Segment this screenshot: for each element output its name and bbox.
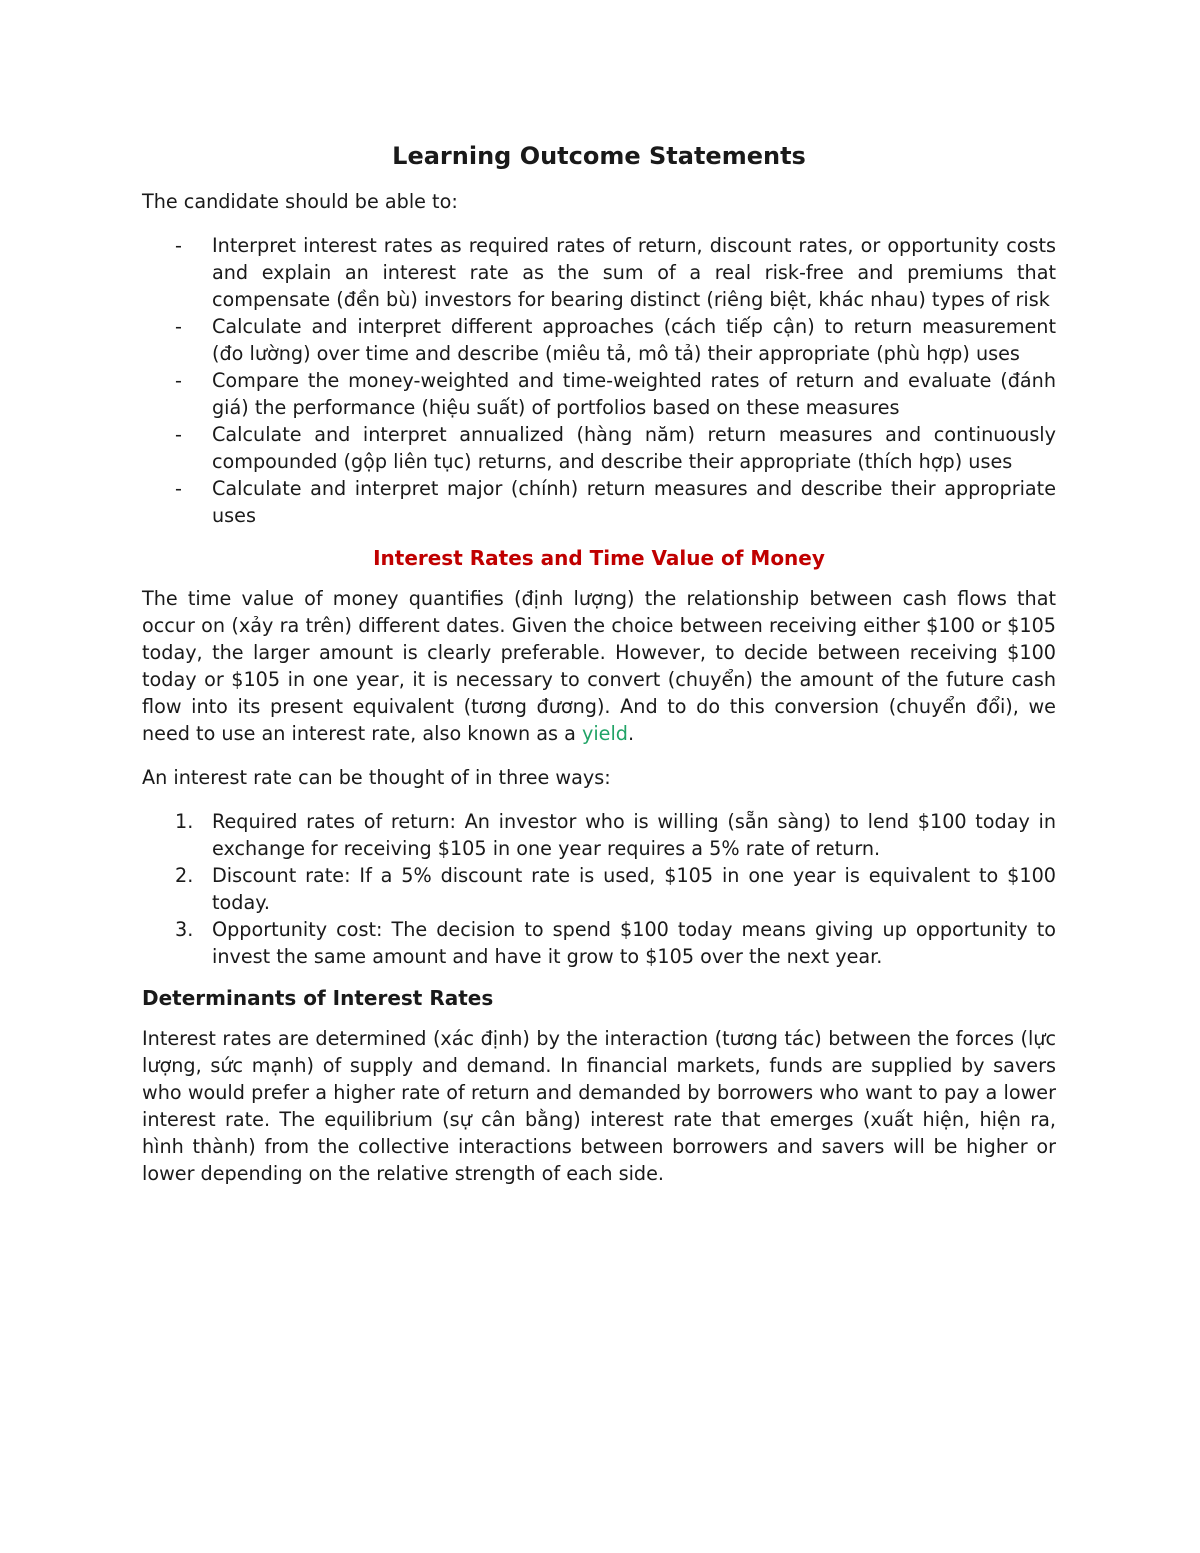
list-item-text: Calculate and interpret annualized (hàng năm) return measures and continuously compounded (gộp liên tục) returns, and describe their appropriate (thích hợp) uses	[212, 423, 1056, 473]
list-item-text: Calculate and interpret different approaches (cách tiếp cận) to return measurement (đo lường) over time and describe (miêu tả, mô tả) their appropriate (phù hợp) uses	[212, 315, 1056, 365]
list-item-text: Discount rate: If a 5% discount rate is used, $105 in one year is equivalent to $100 today.	[212, 864, 1056, 914]
determinants-paragraph: Interest rates are determined (xác định) by the interaction (tương tác) between the forces (lực lượng, sức mạnh) of supply and demand. In financial markets, funds are supplied by savers who would prefer a higher rate of return and demanded by borrowers who want to pay a lower interest rate. The equilibrium (sự cân bằng) interest rate that emerges (xuất hiện, hiện ra, hình thành) from the collective interactions between borrowers and savers will be higher or lower depending on the relative strength of each side.	[142, 1027, 1056, 1185]
ways-list	[142, 808, 1056, 970]
bullet-marker: -	[175, 234, 182, 257]
list-item	[142, 916, 1056, 970]
sub-heading: Determinants of Interest Rates	[142, 986, 494, 1010]
list-item-text: Required rates of return: An investor who is willing (sẵn sàng) to lend $100 today in exchange for receiving $105 in one year requires a 5% rate of return.	[212, 810, 1056, 860]
list-item	[142, 808, 1056, 862]
document-content	[142, 138, 1056, 1204]
tvm-paragraph-end: .	[628, 722, 635, 745]
bullet-marker: -	[175, 423, 182, 446]
list-number: 2.	[175, 864, 194, 887]
list-number: 1.	[175, 810, 194, 833]
tvm-paragraph	[142, 585, 1056, 747]
list-item	[142, 421, 1056, 475]
bullet-marker: -	[175, 369, 182, 392]
list-item	[142, 232, 1056, 313]
list-number: 3.	[175, 918, 194, 941]
outcomes-list	[142, 232, 1056, 529]
list-item-text: Opportunity cost: The decision to spend $100 today means giving up opportunity to invest the same amount and have it grow to $105 over the next year.	[212, 918, 1056, 968]
list-item-text: Compare the money-weighted and time-weighted rates of return and evaluate (đánh giá) the performance (hiệu suất) of portfolios based on these measures	[212, 369, 1056, 419]
list-item-text: Calculate and interpret major (chính) return measures and describe their appropriate uses	[212, 477, 1056, 527]
ways-intro: An interest rate can be thought of in three ways:	[142, 766, 611, 789]
bullet-marker: -	[175, 477, 182, 500]
section-heading: Interest Rates and Time Value of Money	[373, 546, 825, 570]
page-title: Learning Outcome Statements	[392, 142, 806, 170]
keyword-highlight: yield	[581, 722, 628, 745]
list-item	[142, 313, 1056, 367]
list-item	[142, 475, 1056, 529]
intro-text: The candidate should be able to:	[142, 190, 458, 213]
list-item	[142, 367, 1056, 421]
bullet-marker: -	[175, 315, 182, 338]
list-item-text: Interpret interest rates as required rates of return, discount rates, or opportunity costs and explain an interest rate as the sum of a real risk-free and premiums that compensate (đền bù) investors for bearing distinct (riêng biệt, khác nhau) types of risk	[212, 234, 1056, 311]
tvm-paragraph-text: The time value of money quantifies (định lượng) the relationship between cash flows that occur on (xảy ra trên) different dates. Given the choice between receiving either $100 or $105 today, the larger amount is clearly preferable. However, to decide between receiving $100 today or $105 in one year, it is necessary to convert (chuyển) the amount of the future cash flow into its present equivalent (tương đương). And to do this conversion (chuyển đổi), we need to use an interest rate, also known as a	[142, 587, 1056, 745]
list-item	[142, 862, 1056, 916]
